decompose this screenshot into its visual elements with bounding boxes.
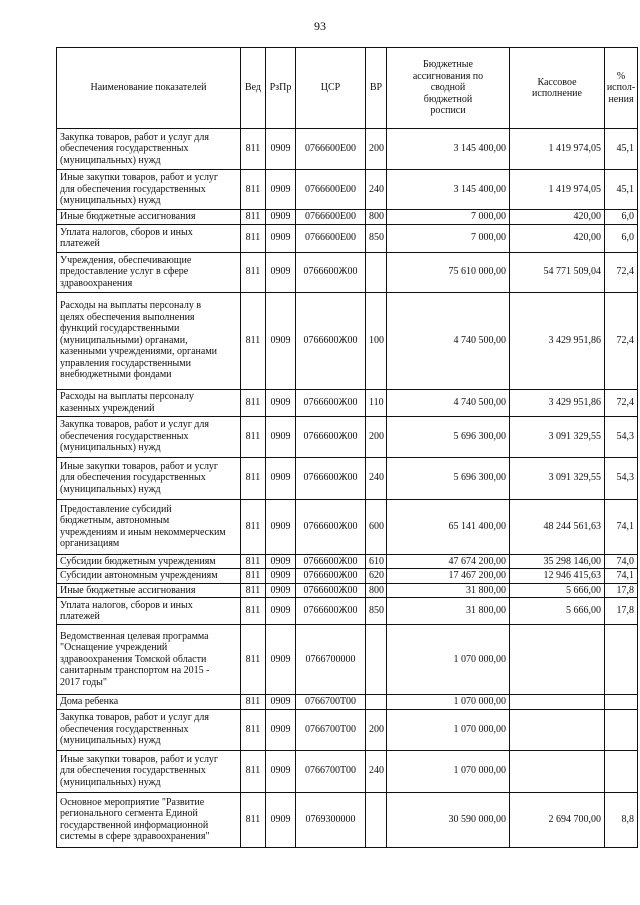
cell-ved: 811 — [241, 695, 266, 710]
cell-vr: 200 — [366, 416, 387, 457]
cell-cash: 3 091 329,55 — [510, 416, 605, 457]
cell-ved: 811 — [241, 625, 266, 695]
cell-pct: 72,4 — [605, 389, 638, 416]
cell-cash: 5 666,00 — [510, 583, 605, 598]
cell-rzpr: 0909 — [266, 583, 296, 598]
cell-name: Дома ребенка — [57, 695, 241, 710]
table-row — [57, 554, 638, 569]
cell-cash: 3 429 951,86 — [510, 292, 605, 389]
cell-name: Субсидии бюджетным учреждениям — [57, 554, 241, 569]
cell-name: Предоставление субсидий бюджетным, автономным учреждениям и иным некоммерческим организациям — [57, 499, 241, 554]
header-name: Наименование показателей — [57, 48, 241, 129]
cell-budget: 1 070 000,00 — [387, 625, 510, 695]
cell-ved: 811 — [241, 792, 266, 847]
cell-rzpr: 0909 — [266, 569, 296, 584]
cell-pct: 54,3 — [605, 457, 638, 499]
cell-vr: 100 — [366, 292, 387, 389]
cell-name: Расходы на выплаты персоналу в целях обеспечения выполнения функций государственными (муниципальными) органами, казенными учреждениями, органами управления государственными внебюджетными фондами — [57, 292, 241, 389]
header-row — [57, 48, 638, 129]
cell-pct — [605, 709, 638, 750]
cell-vr — [366, 252, 387, 292]
table-row — [57, 224, 638, 252]
cell-name: Иные бюджетные ассигнования — [57, 583, 241, 598]
table-row — [57, 252, 638, 292]
cell-ved: 811 — [241, 389, 266, 416]
header-csr: ЦСР — [296, 48, 366, 129]
cell-cash — [510, 695, 605, 710]
cell-pct: 6,0 — [605, 224, 638, 252]
cell-csr: 0766600Ж00 — [296, 499, 366, 554]
cell-csr: 0766600Е00 — [296, 170, 366, 210]
cell-budget: 3 145 400,00 — [387, 170, 510, 210]
cell-rzpr: 0909 — [266, 129, 296, 170]
cell-name: Уплата налогов, сборов и иных платежей — [57, 598, 241, 625]
cell-cash — [510, 625, 605, 695]
cell-rzpr: 0909 — [266, 499, 296, 554]
table-row — [57, 129, 638, 170]
cell-budget: 1 070 000,00 — [387, 709, 510, 750]
cell-csr: 0769300000 — [296, 792, 366, 847]
cell-cash: 5 666,00 — [510, 598, 605, 625]
cell-pct: 45,1 — [605, 129, 638, 170]
cell-rzpr: 0909 — [266, 750, 296, 792]
budget-table — [56, 47, 638, 848]
cell-pct: 17,8 — [605, 583, 638, 598]
cell-csr: 0766600Ж00 — [296, 457, 366, 499]
cell-ved: 811 — [241, 499, 266, 554]
cell-ved: 811 — [241, 292, 266, 389]
cell-budget: 31 800,00 — [387, 598, 510, 625]
cell-budget: 47 674 200,00 — [387, 554, 510, 569]
page-number: 93 — [314, 19, 326, 33]
cell-budget: 7 000,00 — [387, 224, 510, 252]
cell-csr: 0766600Е00 — [296, 210, 366, 225]
cell-cash: 3 091 329,55 — [510, 457, 605, 499]
cell-budget: 4 740 500,00 — [387, 292, 510, 389]
cell-vr: 200 — [366, 129, 387, 170]
cell-budget: 30 590 000,00 — [387, 792, 510, 847]
cell-budget: 5 696 300,00 — [387, 416, 510, 457]
header-budget: Бюджетные ассигнования по сводной бюджетной росписи — [387, 48, 510, 129]
cell-name: Расходы на выплаты персоналу казенных учреждений — [57, 389, 241, 416]
cell-budget: 65 141 400,00 — [387, 499, 510, 554]
cell-csr: 0766600Е00 — [296, 224, 366, 252]
cell-vr: 110 — [366, 389, 387, 416]
cell-rzpr: 0909 — [266, 457, 296, 499]
cell-name: Закупка товаров, работ и услуг для обеспечения государственных (муниципальных) нужд — [57, 129, 241, 170]
cell-ved: 811 — [241, 129, 266, 170]
cell-csr: 0766700000 — [296, 625, 366, 695]
cell-csr: 0766700Т00 — [296, 695, 366, 710]
cell-pct — [605, 625, 638, 695]
cell-rzpr: 0909 — [266, 625, 296, 695]
cell-csr: 0766600Ж00 — [296, 389, 366, 416]
cell-pct: 72,4 — [605, 292, 638, 389]
table-row — [57, 583, 638, 598]
cell-cash: 1 419 974,05 — [510, 170, 605, 210]
cell-rzpr: 0909 — [266, 252, 296, 292]
cell-vr: 850 — [366, 598, 387, 625]
cell-name: Закупка товаров, работ и услуг для обеспечения государственных (муниципальных) нужд — [57, 709, 241, 750]
cell-budget: 17 467 200,00 — [387, 569, 510, 584]
cell-vr — [366, 625, 387, 695]
cell-cash: 12 946 415,63 — [510, 569, 605, 584]
table-row — [57, 569, 638, 584]
cell-ved: 811 — [241, 224, 266, 252]
cell-ved: 811 — [241, 598, 266, 625]
cell-vr — [366, 695, 387, 710]
table-row — [57, 457, 638, 499]
cell-csr: 0766700Т00 — [296, 750, 366, 792]
header-pct: % испол- нения — [605, 48, 638, 129]
table-row — [57, 709, 638, 750]
table-row — [57, 389, 638, 416]
cell-rzpr: 0909 — [266, 292, 296, 389]
table-row — [57, 695, 638, 710]
table-row — [57, 416, 638, 457]
cell-budget: 4 740 500,00 — [387, 389, 510, 416]
cell-vr: 850 — [366, 224, 387, 252]
cell-ved: 811 — [241, 252, 266, 292]
cell-ved: 811 — [241, 583, 266, 598]
table-row — [57, 792, 638, 847]
cell-csr: 0766600Ж00 — [296, 292, 366, 389]
cell-name: Иные закупки товаров, работ и услуг для обеспечения государственных (муниципальных) нужд — [57, 457, 241, 499]
cell-ved: 811 — [241, 416, 266, 457]
cell-ved: 811 — [241, 709, 266, 750]
cell-budget: 31 800,00 — [387, 583, 510, 598]
cell-csr: 0766600Ж00 — [296, 598, 366, 625]
cell-pct — [605, 695, 638, 710]
cell-rzpr: 0909 — [266, 416, 296, 457]
cell-ved: 811 — [241, 750, 266, 792]
cell-pct — [605, 750, 638, 792]
cell-pct: 45,1 — [605, 170, 638, 210]
header-vr: ВР — [366, 48, 387, 129]
cell-budget: 5 696 300,00 — [387, 457, 510, 499]
cell-rzpr: 0909 — [266, 389, 296, 416]
cell-rzpr: 0909 — [266, 224, 296, 252]
cell-rzpr: 0909 — [266, 170, 296, 210]
cell-pct: 74,0 — [605, 554, 638, 569]
header-rzpr: РзПр — [266, 48, 296, 129]
cell-name: Ведомственная целевая программа "Оснащение учреждений здравоохранения Томской области санитарным транспортом на 2015 - 2017 годы" — [57, 625, 241, 695]
cell-budget: 1 070 000,00 — [387, 695, 510, 710]
cell-name: Закупка товаров, работ и услуг для обеспечения государственных (муниципальных) нужд — [57, 416, 241, 457]
cell-ved: 811 — [241, 210, 266, 225]
cell-name: Иные бюджетные ассигнования — [57, 210, 241, 225]
cell-budget: 7 000,00 — [387, 210, 510, 225]
cell-pct: 6,0 — [605, 210, 638, 225]
cell-csr: 0766600Е00 — [296, 129, 366, 170]
cell-pct: 74,1 — [605, 499, 638, 554]
cell-pct: 17,8 — [605, 598, 638, 625]
cell-name: Субсидии автономным учреждениям — [57, 569, 241, 584]
cell-vr: 240 — [366, 750, 387, 792]
cell-pct: 8,8 — [605, 792, 638, 847]
cell-budget: 1 070 000,00 — [387, 750, 510, 792]
table-row — [57, 170, 638, 210]
cell-vr: 800 — [366, 583, 387, 598]
cell-vr — [366, 792, 387, 847]
cell-vr: 240 — [366, 170, 387, 210]
cell-vr: 800 — [366, 210, 387, 225]
cell-cash: 35 298 146,00 — [510, 554, 605, 569]
cell-name: Уплата налогов, сборов и иных платежей — [57, 224, 241, 252]
cell-csr: 0766600Ж00 — [296, 554, 366, 569]
cell-cash — [510, 709, 605, 750]
cell-vr: 200 — [366, 709, 387, 750]
cell-cash: 420,00 — [510, 224, 605, 252]
cell-pct: 54,3 — [605, 416, 638, 457]
cell-ved: 811 — [241, 170, 266, 210]
header-ved: Вед — [241, 48, 266, 129]
cell-pct: 72,4 — [605, 252, 638, 292]
cell-pct: 74,1 — [605, 569, 638, 584]
cell-budget: 3 145 400,00 — [387, 129, 510, 170]
cell-csr: 0766600Ж00 — [296, 583, 366, 598]
cell-rzpr: 0909 — [266, 792, 296, 847]
cell-cash: 1 419 974,05 — [510, 129, 605, 170]
cell-csr: 0766600Ж00 — [296, 569, 366, 584]
cell-cash — [510, 750, 605, 792]
cell-rzpr: 0909 — [266, 554, 296, 569]
cell-cash: 3 429 951,86 — [510, 389, 605, 416]
cell-budget: 75 610 000,00 — [387, 252, 510, 292]
cell-rzpr: 0909 — [266, 695, 296, 710]
table-row — [57, 598, 638, 625]
cell-vr: 620 — [366, 569, 387, 584]
cell-name: Иные закупки товаров, работ и услуг для обеспечения государственных (муниципальных) нужд — [57, 170, 241, 210]
cell-ved: 811 — [241, 569, 266, 584]
cell-cash: 2 694 700,00 — [510, 792, 605, 847]
table-row — [57, 210, 638, 225]
cell-csr: 0766600Ж00 — [296, 252, 366, 292]
cell-rzpr: 0909 — [266, 709, 296, 750]
cell-cash: 420,00 — [510, 210, 605, 225]
header-cash: Кассовое исполнение — [510, 48, 605, 129]
cell-rzpr: 0909 — [266, 210, 296, 225]
cell-name: Основное мероприятие "Развитие регионального сегмента Единой государственной информационной системы в сфере здравоохранения" — [57, 792, 241, 847]
cell-csr: 0766700Т00 — [296, 709, 366, 750]
table-row — [57, 750, 638, 792]
cell-name: Учреждения, обеспечивающие предоставление услуг в сфере здравоохранения — [57, 252, 241, 292]
cell-csr: 0766600Ж00 — [296, 416, 366, 457]
cell-vr: 600 — [366, 499, 387, 554]
table-row — [57, 625, 638, 695]
cell-cash: 54 771 509,04 — [510, 252, 605, 292]
cell-rzpr: 0909 — [266, 598, 296, 625]
cell-vr: 610 — [366, 554, 387, 569]
cell-vr: 240 — [366, 457, 387, 499]
cell-ved: 811 — [241, 554, 266, 569]
cell-ved: 811 — [241, 457, 266, 499]
cell-cash: 48 244 561,63 — [510, 499, 605, 554]
cell-name: Иные закупки товаров, работ и услуг для обеспечения государственных (муниципальных) нужд — [57, 750, 241, 792]
table-row — [57, 292, 638, 389]
table-row — [57, 499, 638, 554]
